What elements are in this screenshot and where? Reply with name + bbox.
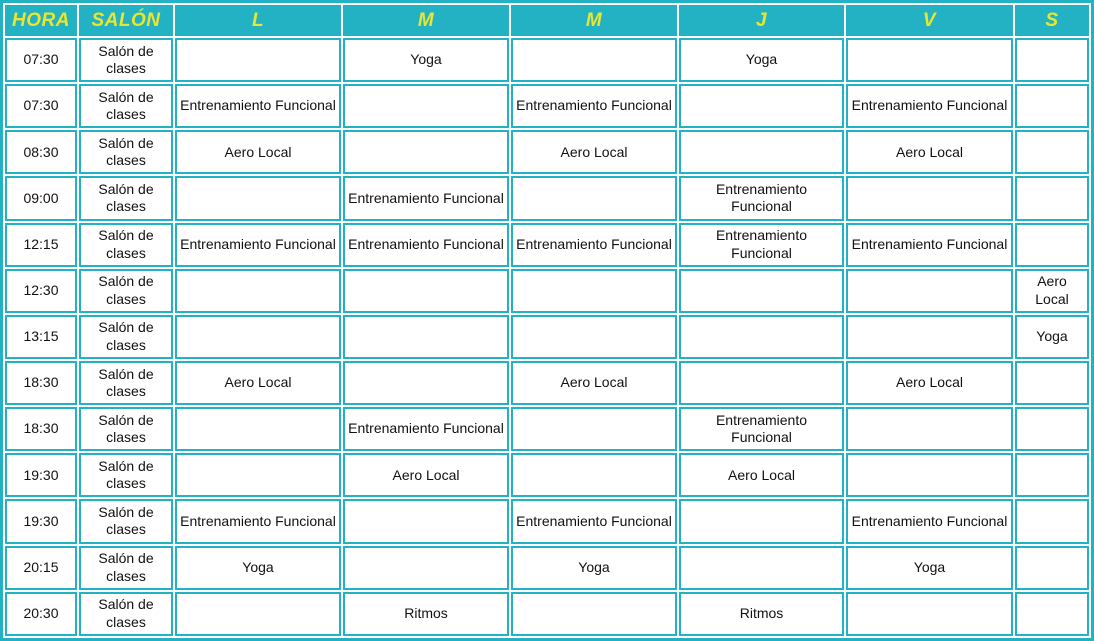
time-cell: 20:30 xyxy=(5,592,77,636)
room-cell: Salón de clases xyxy=(79,546,173,590)
class-cell xyxy=(343,130,509,174)
class-cell xyxy=(679,84,844,128)
class-cell: Entrenamiento Funcional xyxy=(679,223,844,267)
room-cell: Salón de clases xyxy=(79,453,173,497)
class-cell: Aero Local xyxy=(343,453,509,497)
class-cell: Aero Local xyxy=(846,361,1013,405)
class-cell: Yoga xyxy=(511,546,677,590)
table-row xyxy=(5,407,1089,451)
col-header-hora: HORA xyxy=(5,5,77,36)
col-header-jueves: J xyxy=(679,5,844,36)
class-cell xyxy=(175,592,341,636)
class-cell xyxy=(511,407,677,451)
time-cell: 20:15 xyxy=(5,546,77,590)
class-cell xyxy=(1015,130,1089,174)
class-cell: Entrenamiento Funcional xyxy=(343,176,509,220)
class-cell xyxy=(679,499,844,543)
class-cell: Entrenamiento Funcional xyxy=(679,176,844,220)
class-cell: Entrenamiento Funcional xyxy=(175,223,341,267)
class-cell xyxy=(511,269,677,313)
room-cell: Salón de clases xyxy=(79,38,173,82)
time-cell: 19:30 xyxy=(5,499,77,543)
time-cell: 12:15 xyxy=(5,223,77,267)
header-row xyxy=(5,5,1089,36)
table-row xyxy=(5,592,1089,636)
class-cell xyxy=(1015,176,1089,220)
class-cell: Aero Local xyxy=(511,130,677,174)
class-cell xyxy=(511,38,677,82)
class-cell xyxy=(846,453,1013,497)
class-cell: Entrenamiento Funcional xyxy=(343,407,509,451)
class-cell: Entrenamiento Funcional xyxy=(511,499,677,543)
room-cell: Salón de clases xyxy=(79,176,173,220)
class-cell: Entrenamiento Funcional xyxy=(175,84,341,128)
table-row xyxy=(5,499,1089,543)
class-cell xyxy=(175,269,341,313)
room-cell: Salón de clases xyxy=(79,130,173,174)
class-cell xyxy=(846,38,1013,82)
class-cell xyxy=(679,269,844,313)
class-cell xyxy=(679,361,844,405)
class-cell: Entrenamiento Funcional xyxy=(511,84,677,128)
class-cell xyxy=(679,130,844,174)
class-cell xyxy=(511,315,677,359)
time-cell: 19:30 xyxy=(5,453,77,497)
time-cell: 07:30 xyxy=(5,84,77,128)
class-cell xyxy=(343,269,509,313)
class-cell: Yoga xyxy=(1015,315,1089,359)
col-header-lunes: L xyxy=(175,5,341,36)
class-cell xyxy=(511,592,677,636)
class-cell xyxy=(343,315,509,359)
class-cell: Yoga xyxy=(175,546,341,590)
class-cell: Ritmos xyxy=(343,592,509,636)
class-cell xyxy=(175,407,341,451)
class-cell xyxy=(1015,499,1089,543)
class-cell: Yoga xyxy=(343,38,509,82)
class-cell xyxy=(1015,407,1089,451)
table-row xyxy=(5,130,1089,174)
table-row xyxy=(5,361,1089,405)
class-cell xyxy=(175,453,341,497)
room-cell: Salón de clases xyxy=(79,269,173,313)
table-row xyxy=(5,38,1089,82)
room-cell: Salón de clases xyxy=(79,499,173,543)
room-cell: Salón de clases xyxy=(79,223,173,267)
table-row xyxy=(5,453,1089,497)
class-cell: Entrenamiento Funcional xyxy=(175,499,341,543)
class-cell xyxy=(343,499,509,543)
room-cell: Salón de clases xyxy=(79,592,173,636)
class-cell xyxy=(175,315,341,359)
class-cell xyxy=(343,84,509,128)
class-cell xyxy=(1015,453,1089,497)
class-cell xyxy=(679,315,844,359)
room-cell: Salón de clases xyxy=(79,407,173,451)
table-row xyxy=(5,546,1089,590)
class-cell xyxy=(846,315,1013,359)
class-cell xyxy=(343,361,509,405)
class-cell xyxy=(679,546,844,590)
class-cell xyxy=(511,453,677,497)
class-cell: Aero Local xyxy=(511,361,677,405)
time-cell: 18:30 xyxy=(5,361,77,405)
class-cell xyxy=(511,176,677,220)
class-cell: Yoga xyxy=(846,546,1013,590)
class-cell xyxy=(846,407,1013,451)
class-cell xyxy=(846,269,1013,313)
class-cell xyxy=(175,38,341,82)
col-header-viernes: V xyxy=(846,5,1013,36)
class-cell: Aero Local xyxy=(846,130,1013,174)
class-cell: Aero Local xyxy=(1015,269,1089,313)
class-cell xyxy=(846,592,1013,636)
room-cell: Salón de clases xyxy=(79,84,173,128)
class-cell: Ritmos xyxy=(679,592,844,636)
class-cell xyxy=(1015,546,1089,590)
table-row xyxy=(5,176,1089,220)
class-cell: Entrenamiento Funcional xyxy=(679,407,844,451)
class-cell xyxy=(1015,223,1089,267)
class-cell xyxy=(1015,38,1089,82)
table-row xyxy=(5,269,1089,313)
class-cell: Entrenamiento Funcional xyxy=(846,223,1013,267)
room-cell: Salón de clases xyxy=(79,361,173,405)
table-row xyxy=(5,315,1089,359)
time-cell: 12:30 xyxy=(5,269,77,313)
class-cell xyxy=(175,176,341,220)
class-cell xyxy=(1015,84,1089,128)
class-cell: Aero Local xyxy=(679,453,844,497)
table-row xyxy=(5,223,1089,267)
time-cell: 07:30 xyxy=(5,38,77,82)
time-cell: 09:00 xyxy=(5,176,77,220)
class-cell: Entrenamiento Funcional xyxy=(343,223,509,267)
time-cell: 08:30 xyxy=(5,130,77,174)
class-cell: Entrenamiento Funcional xyxy=(846,499,1013,543)
class-cell: Entrenamiento Funcional xyxy=(846,84,1013,128)
class-cell: Entrenamiento Funcional xyxy=(511,223,677,267)
time-cell: 13:15 xyxy=(5,315,77,359)
class-cell: Yoga xyxy=(679,38,844,82)
class-cell: Aero Local xyxy=(175,130,341,174)
class-cell xyxy=(1015,361,1089,405)
class-cell xyxy=(343,546,509,590)
col-header-salon: SALÓN xyxy=(79,5,173,36)
class-cell xyxy=(1015,592,1089,636)
class-cell xyxy=(846,176,1013,220)
time-cell: 18:30 xyxy=(5,407,77,451)
col-header-sabado: S xyxy=(1015,5,1089,36)
schedule-body xyxy=(5,38,1089,636)
col-header-martes: M xyxy=(343,5,509,36)
col-header-miercoles: M xyxy=(511,5,677,36)
room-cell: Salón de clases xyxy=(79,315,173,359)
table-row xyxy=(5,84,1089,128)
class-cell: Aero Local xyxy=(175,361,341,405)
